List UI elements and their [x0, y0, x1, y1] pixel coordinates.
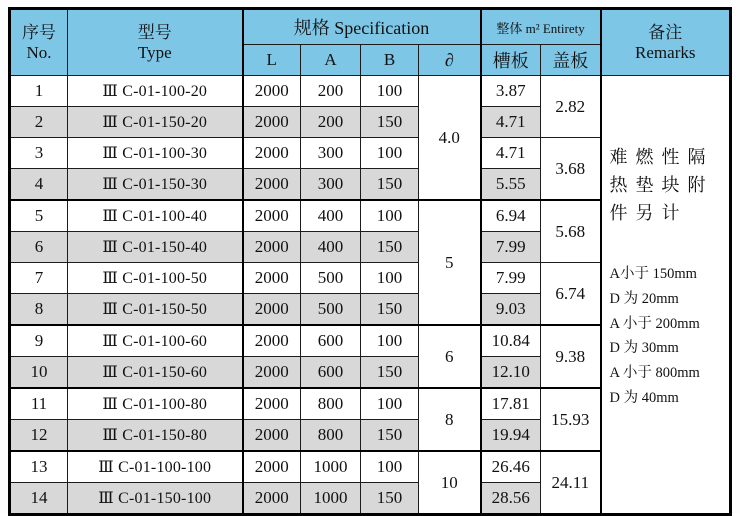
col-header-specification: 规格 Specification — [243, 9, 481, 45]
cell-a: 200 — [301, 107, 361, 138]
cell-a: 200 — [301, 76, 361, 107]
cell-b: 100 — [361, 200, 419, 232]
cell-type: Ⅲ C-01-100-40 — [68, 200, 243, 232]
cell-b: 100 — [361, 325, 419, 357]
cell-caoban: 17.81 — [481, 388, 541, 420]
col-header-type-zh: 型号 — [137, 23, 172, 43]
remarks-line: D 为 20mm — [609, 290, 679, 307]
col-header-remarks-en: Remarks — [635, 42, 696, 62]
cell-b: 150 — [361, 420, 419, 452]
col-header-remarks — [601, 9, 731, 76]
cell-gaiban: 24.11 — [541, 451, 601, 515]
cell-a: 1000 — [301, 483, 361, 515]
cell-l: 2000 — [243, 325, 301, 357]
col-header-L: L — [243, 45, 301, 76]
col-header-type — [68, 9, 243, 76]
cell-no: 3 — [10, 138, 68, 169]
remarks-line: D 为 30mm — [609, 340, 679, 357]
cell-partial: 4.0 — [419, 76, 481, 201]
cell-no: 12 — [10, 420, 68, 452]
col-header-partial: ∂ — [419, 45, 481, 76]
cell-b: 150 — [361, 357, 419, 389]
col-header-type-en: Type — [137, 42, 172, 62]
cell-caoban: 19.94 — [481, 420, 541, 452]
cell-caoban: 3.87 — [481, 76, 541, 107]
cell-no: 13 — [10, 451, 68, 483]
remarks-lines — [610, 262, 723, 412]
cell-no: 6 — [10, 232, 68, 263]
cell-a: 800 — [301, 420, 361, 452]
cell-b: 100 — [361, 76, 419, 107]
cell-a: 400 — [301, 200, 361, 232]
cell-type: Ⅲ C-01-150-50 — [68, 294, 243, 326]
cell-no: 2 — [10, 107, 68, 138]
cell-no: 7 — [10, 263, 68, 294]
cell-b: 150 — [361, 169, 419, 201]
cell-gaiban: 2.82 — [541, 76, 601, 138]
cell-b: 100 — [361, 451, 419, 483]
cell-a: 600 — [301, 325, 361, 357]
cell-a: 300 — [301, 138, 361, 169]
cell-l: 2000 — [243, 138, 301, 169]
remarks-line: A小于 150mm — [609, 265, 697, 282]
cell-l: 2000 — [243, 200, 301, 232]
col-header-entirety: 整体 m² Entirety — [481, 9, 601, 45]
col-header-gaiban: 盖板 — [541, 45, 601, 76]
cell-partial: 6 — [419, 325, 481, 388]
cell-no: 5 — [10, 200, 68, 232]
cell-partial: 5 — [419, 200, 481, 325]
cell-type: Ⅲ C-01-150-100 — [68, 483, 243, 515]
cell-a: 400 — [301, 232, 361, 263]
col-header-no-en: No. — [26, 42, 52, 62]
cell-caoban: 7.99 — [481, 263, 541, 294]
remarks-cn-block: 难燃性隔热垫块附件另计 — [609, 147, 714, 223]
cell-b: 150 — [361, 232, 419, 263]
remarks-line: A 小于 800mm — [609, 365, 700, 382]
table-row — [10, 76, 731, 107]
cell-caoban: 5.55 — [481, 169, 541, 201]
cell-type: Ⅲ C-01-100-50 — [68, 263, 243, 294]
cell-no: 8 — [10, 294, 68, 326]
cell-l: 2000 — [243, 420, 301, 452]
table-header — [10, 9, 731, 76]
cell-type: Ⅲ C-01-100-30 — [68, 138, 243, 169]
col-header-remarks-zh: 备注 — [648, 23, 683, 43]
cell-gaiban: 6.74 — [541, 263, 601, 326]
cell-a: 800 — [301, 388, 361, 420]
cell-type: Ⅲ C-01-150-80 — [68, 420, 243, 452]
remarks-line: A 小于 200mm — [609, 315, 700, 332]
cell-l: 2000 — [243, 388, 301, 420]
cell-l: 2000 — [243, 169, 301, 201]
col-header-A: A — [301, 45, 361, 76]
cell-no: 11 — [10, 388, 68, 420]
spec-table — [8, 7, 732, 516]
cell-l: 2000 — [243, 294, 301, 326]
cell-no: 14 — [10, 483, 68, 515]
cell-caoban: 26.46 — [481, 451, 541, 483]
cell-a: 500 — [301, 294, 361, 326]
cell-type: Ⅲ C-01-100-60 — [68, 325, 243, 357]
cell-gaiban: 3.68 — [541, 138, 601, 201]
cell-remarks — [601, 76, 731, 515]
cell-caoban: 9.03 — [481, 294, 541, 326]
remarks-line: D 为 40mm — [609, 390, 679, 407]
cell-caoban: 28.56 — [481, 483, 541, 515]
cell-b: 150 — [361, 483, 419, 515]
cell-caoban: 12.10 — [481, 357, 541, 389]
cell-type: Ⅲ C-01-150-60 — [68, 357, 243, 389]
cell-type: Ⅲ C-01-100-20 — [68, 76, 243, 107]
cell-no: 9 — [10, 325, 68, 357]
cell-a: 600 — [301, 357, 361, 389]
cell-gaiban: 15.93 — [541, 388, 601, 451]
cell-a: 300 — [301, 169, 361, 201]
cell-b: 100 — [361, 138, 419, 169]
cell-b: 150 — [361, 294, 419, 326]
cell-type: Ⅲ C-01-150-20 — [68, 107, 243, 138]
cell-l: 2000 — [243, 76, 301, 107]
cell-l: 2000 — [243, 232, 301, 263]
col-header-B: B — [361, 45, 419, 76]
cell-no: 4 — [10, 169, 68, 201]
cell-no: 10 — [10, 357, 68, 389]
cell-b: 100 — [361, 388, 419, 420]
cell-a: 1000 — [301, 451, 361, 483]
cell-caoban: 7.99 — [481, 232, 541, 263]
cell-l: 2000 — [243, 263, 301, 294]
cell-gaiban: 9.38 — [541, 325, 601, 388]
cell-caoban: 4.71 — [481, 138, 541, 169]
cell-no: 1 — [10, 76, 68, 107]
cell-l: 2000 — [243, 483, 301, 515]
cell-caoban: 6.94 — [481, 200, 541, 232]
cell-caoban: 10.84 — [481, 325, 541, 357]
cell-l: 2000 — [243, 357, 301, 389]
cell-b: 150 — [361, 107, 419, 138]
cell-a: 500 — [301, 263, 361, 294]
cell-type: Ⅲ C-01-100-80 — [68, 388, 243, 420]
cell-b: 100 — [361, 263, 419, 294]
cell-caoban: 4.71 — [481, 107, 541, 138]
cell-partial: 10 — [419, 451, 481, 515]
cell-l: 2000 — [243, 107, 301, 138]
col-header-no-zh: 序号 — [22, 23, 56, 43]
col-header-caoban: 槽板 — [481, 45, 541, 76]
cell-partial: 8 — [419, 388, 481, 451]
cell-type: Ⅲ C-01-150-30 — [68, 169, 243, 201]
cell-gaiban: 5.68 — [541, 200, 601, 263]
cell-type: Ⅲ C-01-150-40 — [68, 232, 243, 263]
table-body — [10, 76, 731, 515]
cell-l: 2000 — [243, 451, 301, 483]
col-header-no — [10, 9, 68, 76]
cell-type: Ⅲ C-01-100-100 — [68, 451, 243, 483]
